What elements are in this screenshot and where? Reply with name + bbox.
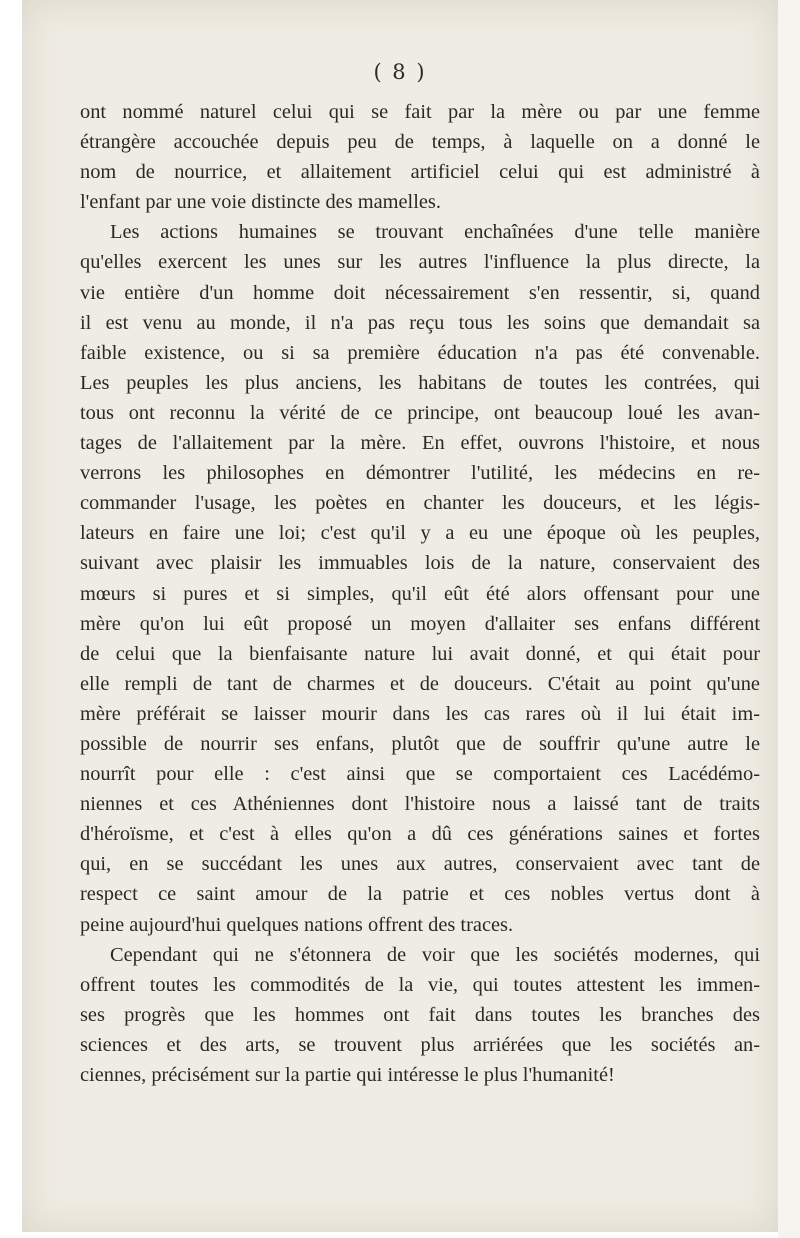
- page-number: ( 8 ): [373, 60, 427, 84]
- text-line: mœurs si pures et si simples, qu'il eût été alors offensant pour une: [80, 582, 760, 605]
- text-line: Cependant qui ne s'étonnera de voir que les sociétés modernes, qui: [110, 943, 760, 966]
- text-line: étrangère accouchée depuis peu de temps, à laquelle on a donné le: [80, 131, 760, 154]
- text-line: offrent toutes les commodités de la vie, qui toutes attestent les immen-: [80, 973, 760, 996]
- text-line: nourrît pour elle : c'est ainsi que se comportaient ces Lacédémo-: [80, 763, 760, 786]
- text-line: Les actions humaines se trouvant enchaînées d'une telle manière: [110, 221, 760, 244]
- page-text-body: [80, 97, 760, 1090]
- text-line: qui, en se succédant les unes aux autres, conservaient avec tant de: [80, 853, 760, 876]
- text-line: mère préférait se laisser mourir dans les cas rares où il lui était im-: [80, 702, 760, 725]
- text-line: respect ce saint amour de la patrie et ces nobles vertus dont à: [80, 883, 760, 906]
- text-line: commander l'usage, les poètes en chanter les douceurs, et les légis-: [80, 492, 760, 515]
- text-line: de celui que la bienfaisante nature lui avait donné, et qui était pour: [80, 642, 760, 665]
- text-line: ses progrès que les hommes ont fait dans toutes les branches des: [80, 1003, 760, 1026]
- text-line: vie entière d'un homme doit nécessairement s'en ressentir, si, quand: [80, 281, 760, 304]
- right-margin-strip: [778, 0, 800, 1238]
- text-line: suivant avec plaisir les immuables lois de la nature, conservaient des: [80, 552, 760, 575]
- text-line: qu'elles exercent les unes sur les autres l'influence la plus directe, la: [80, 251, 760, 274]
- book-page: [22, 0, 778, 1232]
- text-line: lateurs en faire une loi; c'est qu'il y a eu une époque où les peuples,: [80, 522, 760, 545]
- text-line: peine aujourd'hui quelques nations offrent des traces.: [80, 913, 514, 936]
- text-line: l'enfant par une voie distincte des mamelles.: [80, 191, 441, 214]
- text-line: ciennes, précisément sur la partie qui intéresse le plus l'humanité!: [80, 1064, 615, 1086]
- text-line: niennes et ces Athéniennes dont l'histoire nous a laissé tant de traits: [80, 793, 760, 816]
- text-line: d'héroïsme, et c'est à elles qu'on a dû ces générations saines et fortes: [80, 823, 760, 846]
- text-line: sciences et des arts, se trouvent plus arriérées que les sociétés an-: [80, 1033, 760, 1056]
- text-line: Les peuples les plus anciens, les habitans de toutes les contrées, qui: [80, 371, 760, 394]
- text-line: verrons les philosophes en démontrer l'utilité, les médecins en re-: [80, 462, 760, 485]
- text-line: elle rempli de tant de charmes et de douceurs. C'était au point qu'une: [80, 672, 760, 695]
- text-line: tous ont reconnu la vérité de ce principe, ont beaucoup loué les avan-: [80, 401, 760, 424]
- text-line: faible existence, ou si sa première éducation n'a pas été convenable.: [80, 341, 760, 364]
- text-line: nom de nourrice, et allaitement artificiel celui qui est administré à: [80, 161, 760, 184]
- text-line: ont nommé naturel celui qui se fait par la mère ou par une femme: [80, 101, 760, 123]
- text-line: il est venu au monde, il n'a pas reçu tous les soins que demandait sa: [80, 311, 760, 334]
- text-line: possible de nourrir ses enfans, plutôt que de souffrir qu'une autre le: [80, 732, 760, 755]
- text-line: mère qu'on lui eût proposé un moyen d'allaiter ses enfans différent: [80, 612, 760, 635]
- text-line: tages de l'allaitement par la mère. En effet, ouvrons l'histoire, et nous: [80, 432, 760, 455]
